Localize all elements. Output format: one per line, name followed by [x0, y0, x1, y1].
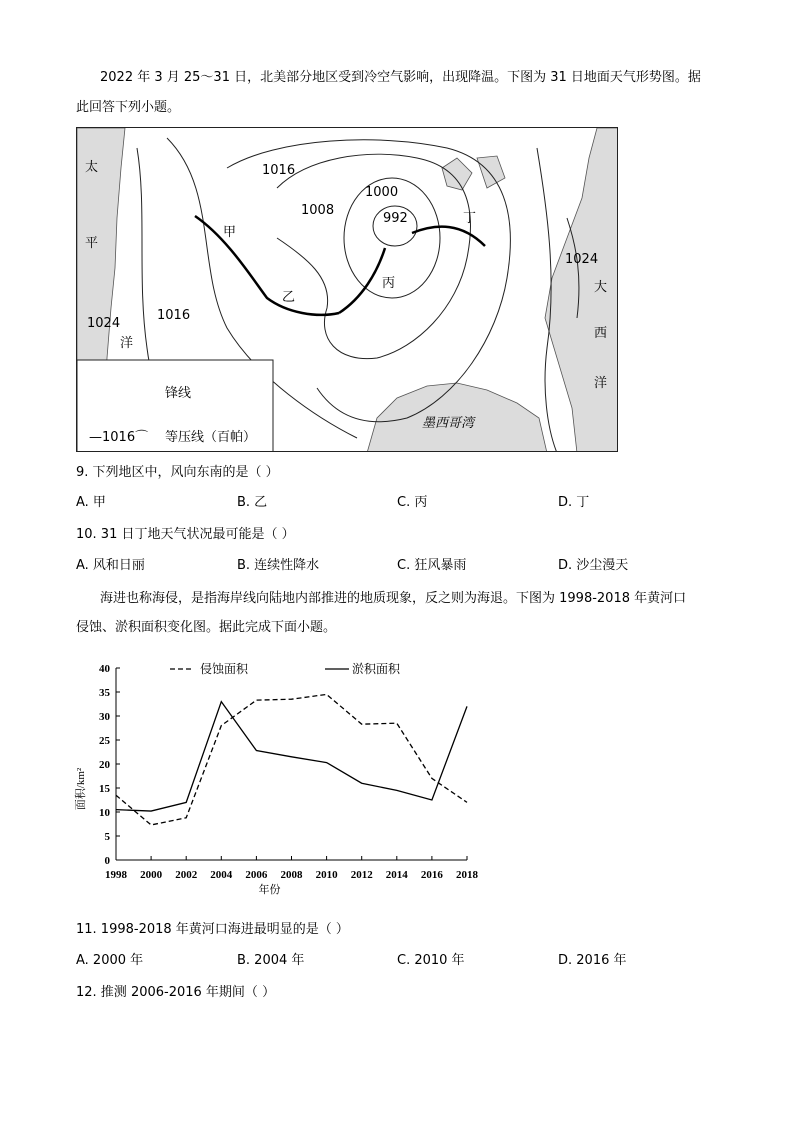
chart-canvas [70, 655, 500, 905]
isobar-label-1000: 1000 [365, 185, 399, 200]
q10-option-d[interactable]: D. 沙尘漫天 [558, 558, 629, 573]
intro-1-line-2: 此回答下列小题。 [76, 100, 181, 115]
y-tick-label: 0 [104, 855, 110, 867]
legend-front-label: 锋线 [165, 386, 192, 401]
q11-option-b[interactable]: B. 2004 年 [237, 953, 305, 968]
isobar-label-1008: 1008 [301, 203, 335, 218]
weather-map [76, 127, 618, 452]
x-tick-label: 2010 [315, 869, 338, 881]
atlantic-label-2: 西 [594, 326, 608, 341]
y-tick-label: 15 [99, 783, 110, 795]
series-line-deposition [116, 702, 467, 811]
pacific-label-1: 太 [85, 160, 99, 175]
legend-isobar-sample: —1016⌒ [89, 430, 149, 445]
pacific-label-2: 平 [85, 236, 99, 251]
x-tick-label: 2006 [245, 869, 268, 881]
y-tick-label: 20 [99, 759, 110, 771]
q12-stem: 12. 推测 2006-2016 年期间（ ） [76, 985, 276, 1000]
gulf-label: 墨西哥湾 [422, 416, 475, 431]
weather-map-drawing [77, 128, 618, 452]
legend-label-deposition: 淤积面积 [352, 662, 401, 676]
q11-option-a[interactable]: A. 2000 年 [76, 953, 144, 968]
intro-1-line-1: 2022 年 3 月 25～31 日，北美部分地区受到冷空气影响，出现降温。下图为 31 日地面天气形势图。据 [100, 70, 701, 85]
y-tick-label: 5 [104, 831, 110, 843]
pacific-label-3: 洋 [120, 336, 134, 351]
q11-option-d[interactable]: D. 2016 年 [558, 953, 627, 968]
x-tick-label: 2012 [350, 869, 373, 881]
intro-2-line-2: 侵蚀、淤积面积变化图。据此完成下面小题。 [76, 620, 337, 635]
x-axis-label: 年份 [258, 884, 281, 896]
q11-stem: 11. 1998-2018 年黄河口海进最明显的是（ ） [76, 922, 349, 937]
q9-stem: 9. 下列地区中，风向东南的是（ ） [76, 465, 279, 480]
y-tick-label: 10 [99, 807, 110, 819]
intro-2-line-1: 海进也称海侵，是指海岸线向陆地内部推进的地质现象，反之则为海退。下图为 1998-2018 年黄河口 [100, 591, 687, 606]
isobar-label-1024-east: 1024 [565, 252, 599, 267]
isobar-label-1024-west: 1024 [87, 316, 121, 331]
atlantic-label-1: 大 [594, 280, 608, 295]
x-tick-label: 2002 [175, 869, 198, 881]
y-tick-label: 40 [99, 663, 110, 675]
q10-stem: 10. 31 日丁地天气状况最可能是（ ） [76, 527, 295, 542]
legend-isobar-sample-value: 1016 [102, 430, 136, 445]
erosion-deposition-chart [70, 655, 500, 905]
y-tick-label: 35 [99, 687, 110, 699]
legend-label-erosion: 侵蚀面积 [200, 662, 249, 676]
q9-option-d[interactable]: D. 丁 [558, 495, 590, 510]
y-tick-label: 30 [99, 711, 110, 723]
x-tick-label: 2018 [456, 869, 478, 881]
point-ding: 丁 [463, 211, 477, 226]
q11-option-c[interactable]: C. 2010 年 [397, 953, 465, 968]
q10-option-a[interactable]: A. 风和日丽 [76, 558, 145, 573]
point-yi: 乙 [282, 290, 296, 305]
q10-option-c[interactable]: C. 狂风暴雨 [397, 558, 467, 573]
series-line-erosion [116, 694, 467, 825]
q9-option-c[interactable]: C. 丙 [397, 495, 428, 510]
legend-isobar-label: 等压线（百帕） [165, 430, 257, 445]
x-tick-label: 2004 [210, 869, 233, 881]
q10-option-b[interactable]: B. 连续性降水 [237, 558, 320, 573]
isobar-label-1016-north: 1016 [262, 163, 296, 178]
isobar-label-1016-south: 1016 [157, 308, 191, 323]
q9-option-b[interactable]: B. 乙 [237, 495, 268, 510]
x-tick-label: 2014 [385, 869, 408, 881]
x-tick-label: 2016 [420, 869, 443, 881]
point-bing: 丙 [382, 276, 396, 291]
q9-option-a[interactable]: A. 甲 [76, 495, 106, 510]
point-jia: 甲 [223, 225, 237, 240]
atlantic-label-3: 洋 [594, 376, 608, 391]
x-tick-label: 2008 [280, 869, 303, 881]
y-axis-label: 面积/km² [75, 767, 87, 811]
x-tick-label: 1998 [105, 869, 127, 881]
isobar-label-992: 992 [383, 211, 408, 226]
y-tick-label: 25 [99, 735, 110, 747]
x-tick-label: 2000 [140, 869, 163, 881]
